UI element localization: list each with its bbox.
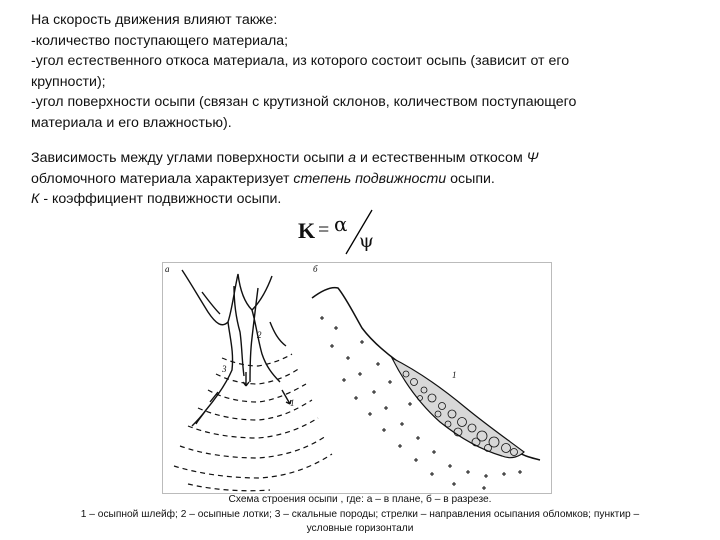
- mark-2: 2: [257, 330, 262, 340]
- text-line: Зависимость между углами поверхности осыпи а и естественным откосом Ψ: [31, 150, 539, 166]
- mark-1: 1: [290, 398, 295, 408]
- panel-b-label: б: [313, 264, 318, 274]
- caption-line: условные горизонтали: [306, 523, 414, 534]
- text-line: -угол естественного откоса материала, из которого состоит осыпь (зависит от его: [31, 53, 570, 69]
- mobility-formula: [296, 208, 386, 258]
- text-line: крупности);: [31, 73, 106, 90]
- mark-3: 3: [222, 364, 227, 374]
- text-line: обломочного материала характеризует степень подвижности осыпи.: [31, 170, 495, 187]
- caption-line: 1 – осыпной шлейф; 2 – осыпные лотки; 3 – скальные породы; стрелки – направления осыпания обломков; пунктир –: [80, 508, 640, 520]
- caption-line: Схема строения осыпи , где: а – в плане, б – в разрезе.: [228, 494, 492, 505]
- text-line: -количество поступающего материала;: [31, 32, 289, 49]
- panel-a-label: а: [165, 264, 170, 274]
- definition-paragraph: [31, 148, 691, 210]
- formula-equals: =: [318, 219, 330, 241]
- formula-psi: ψ: [359, 230, 374, 252]
- figure-caption: [0, 493, 720, 537]
- text-line: -угол поверхности осыпи (связан с крутизной склонов, количеством поступающего: [31, 94, 577, 110]
- intro-paragraph: [31, 10, 691, 133]
- formula-k: K: [298, 218, 316, 243]
- scree-schematic-figure: [162, 262, 552, 494]
- mark-b-1: 1: [452, 370, 457, 380]
- formula-alpha: α: [334, 212, 348, 236]
- text-line: К - коэффициент подвижности осыпи.: [31, 191, 282, 207]
- text-line: На скорость движения влияют также:: [31, 12, 278, 28]
- figure-frame: [163, 263, 552, 494]
- text-line: материала и его влажностью).: [31, 114, 232, 131]
